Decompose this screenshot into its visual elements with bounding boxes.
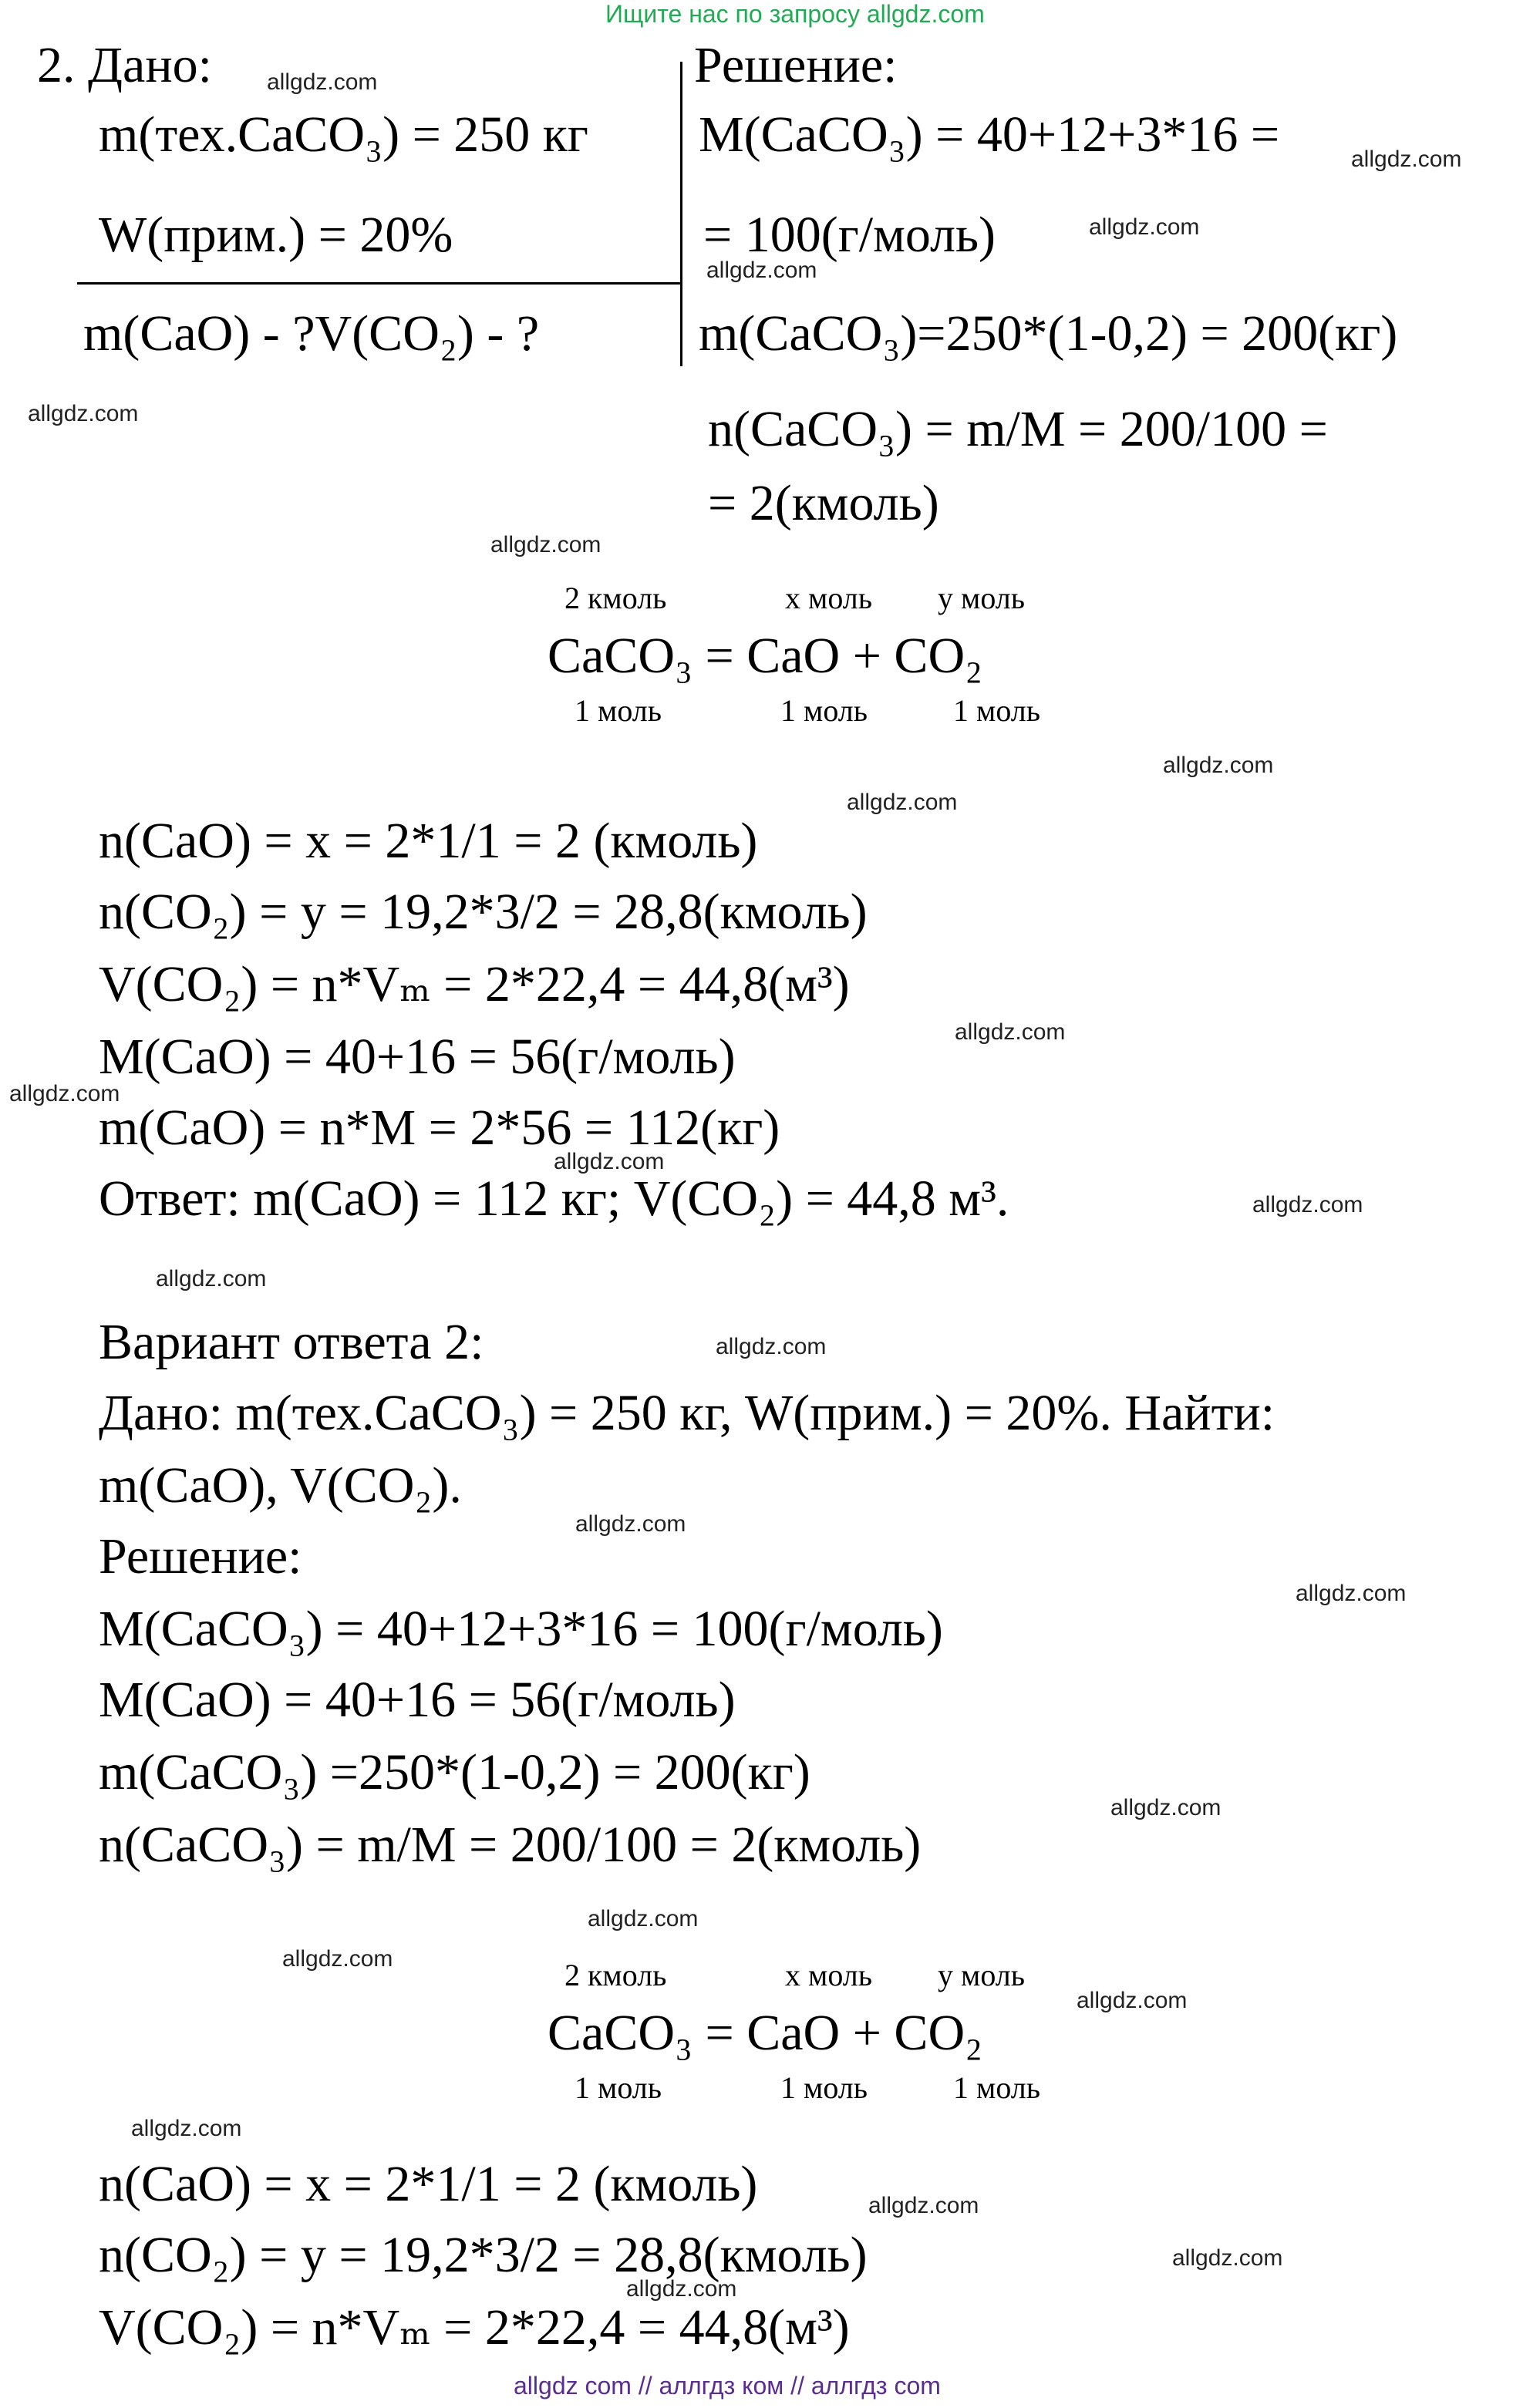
- reaction2-equation: CaCO₃ = CaO + CO₂: [548, 2005, 983, 2061]
- watermark: allgdz.com: [1172, 2245, 1283, 2271]
- watermark: allgdz.com: [1089, 214, 1200, 240]
- watermark: allgdz.com: [847, 790, 958, 815]
- reaction1-above-1: 2 кмоль: [564, 581, 667, 615]
- reaction2-above-2: x моль: [785, 1958, 872, 1992]
- watermark: allgdz.com: [28, 401, 139, 426]
- reaction1-equation: CaCO₃ = CaO + CO₂: [548, 628, 983, 684]
- variant2-title: Вариант ответа 2:: [99, 1314, 484, 1370]
- watermark: allgdz.com: [554, 1149, 665, 1174]
- reaction1-below-1: 1 моль: [575, 693, 662, 728]
- reaction2-below-2: 1 моль: [780, 2070, 868, 2105]
- calc1-answer: Ответ: m(CaO) = 112 кг; V(CO₂) = 44,8 м³.: [99, 1170, 1009, 1227]
- reaction1-below-2: 1 моль: [780, 693, 868, 728]
- calc1-line-2: n(CO₂) = y = 19,2*3/2 = 28,8(кмоль): [99, 884, 868, 940]
- variant2-given-line-1: Дано: m(тех.CaCO₃) = 250 кг, W(прим.) = 20%. Найти:: [99, 1385, 1275, 1441]
- calc1-line-4: M(CaO) = 40+16 = 56(г/моль): [99, 1029, 736, 1085]
- given-divider: [77, 282, 682, 285]
- given-find: m(CaO) - ?V(CO₂) - ?: [83, 305, 540, 362]
- watermark: allgdz.com: [1296, 1581, 1407, 1606]
- watermark: allgdz.com: [282, 1946, 393, 1972]
- watermark: allgdz.com: [868, 2193, 979, 2218]
- watermark: allgdz.com: [1077, 1988, 1188, 2013]
- given-mass: m(тех.CaCO₃) = 250 кг: [99, 106, 588, 163]
- reaction1-below-3: 1 моль: [953, 693, 1040, 728]
- watermark: allgdz.com: [9, 1081, 120, 1106]
- watermark: allgdz.com: [156, 1266, 267, 1292]
- calc2-line-1: n(CaO) = x = 2*1/1 = 2 (кмоль): [99, 2156, 758, 2212]
- calc1-line-5: m(CaO) = n*M = 2*56 = 112(кг): [99, 1100, 780, 1156]
- given-impurity: W(прим.) = 20%: [99, 207, 453, 263]
- reaction2-above-1: 2 кмоль: [564, 1958, 667, 1992]
- solution-line-1: M(CaCO₃) = 40+12+3*16 =: [699, 106, 1280, 163]
- reaction2-below-1: 1 моль: [575, 2070, 662, 2105]
- watermark: allgdz.com: [490, 532, 602, 557]
- variant2-given-line-2: m(CaO), V(CO₂).: [99, 1457, 462, 1514]
- solution-line-5: = 2(кмоль): [708, 475, 939, 531]
- watermark: allgdz.com: [626, 2276, 737, 2302]
- solution-line-2: = 100(г/моль): [703, 207, 996, 263]
- solution-line-4: n(CaCO₃) = m/M = 200/100 =: [708, 401, 1328, 457]
- watermark: allgdz.com: [267, 69, 378, 95]
- watermark: allgdz.com: [575, 1511, 686, 1537]
- variant2-line-1: M(CaCO₃) = 40+12+3*16 = 100(г/моль): [99, 1601, 943, 1657]
- watermark: allgdz.com: [1110, 1795, 1222, 1820]
- given-solution-separator: [680, 62, 682, 366]
- watermark: allgdz.com: [1252, 1192, 1363, 1217]
- variant2-line-4: n(CaCO₃) = m/M = 200/100 = 2(кмоль): [99, 1817, 922, 1873]
- reaction1-above-3: y моль: [938, 581, 1025, 615]
- solution-title: Решение:: [694, 37, 898, 93]
- watermark: allgdz.com: [588, 1906, 699, 1931]
- watermark: allgdz.com: [955, 1019, 1066, 1045]
- watermark: allgdz.com: [706, 258, 817, 283]
- watermark: allgdz.com: [716, 1334, 827, 1359]
- watermark: allgdz.com: [1351, 147, 1462, 172]
- reaction2-below-3: 1 моль: [953, 2070, 1040, 2105]
- given-title: 2. Дано:: [37, 37, 212, 93]
- variant2-line-2: M(CaO) = 40+16 = 56(г/моль): [99, 1672, 736, 1728]
- header-note: Ищите нас по запросу allgdz.com: [605, 0, 985, 28]
- calc2-line-3: V(CO₂) = n*Vₘ = 2*22,4 = 44,8(м³): [99, 2299, 850, 2356]
- calc2-line-2: n(CO₂) = y = 19,2*3/2 = 28,8(кмоль): [99, 2227, 868, 2283]
- solution-line-3: m(CaCO₃)=250*(1-0,2) = 200(кг): [699, 305, 1398, 362]
- watermark: allgdz.com: [131, 2116, 242, 2141]
- variant2-line-3: m(CaCO₃) =250*(1-0,2) = 200(кг): [99, 1744, 810, 1800]
- watermark: allgdz.com: [1163, 753, 1274, 778]
- calc1-line-1: n(CaO) = x = 2*1/1 = 2 (кмоль): [99, 813, 758, 869]
- reaction1-above-2: x моль: [785, 581, 872, 615]
- reaction2-above-3: y моль: [938, 1958, 1025, 1992]
- calc1-line-3: V(CO₂) = n*Vₘ = 2*22,4 = 44,8(м³): [99, 956, 850, 1012]
- variant2-solution-title: Решение:: [99, 1528, 302, 1585]
- footer-note: allgdz com // аллгдз ком // аллгдз com: [514, 2372, 941, 2400]
